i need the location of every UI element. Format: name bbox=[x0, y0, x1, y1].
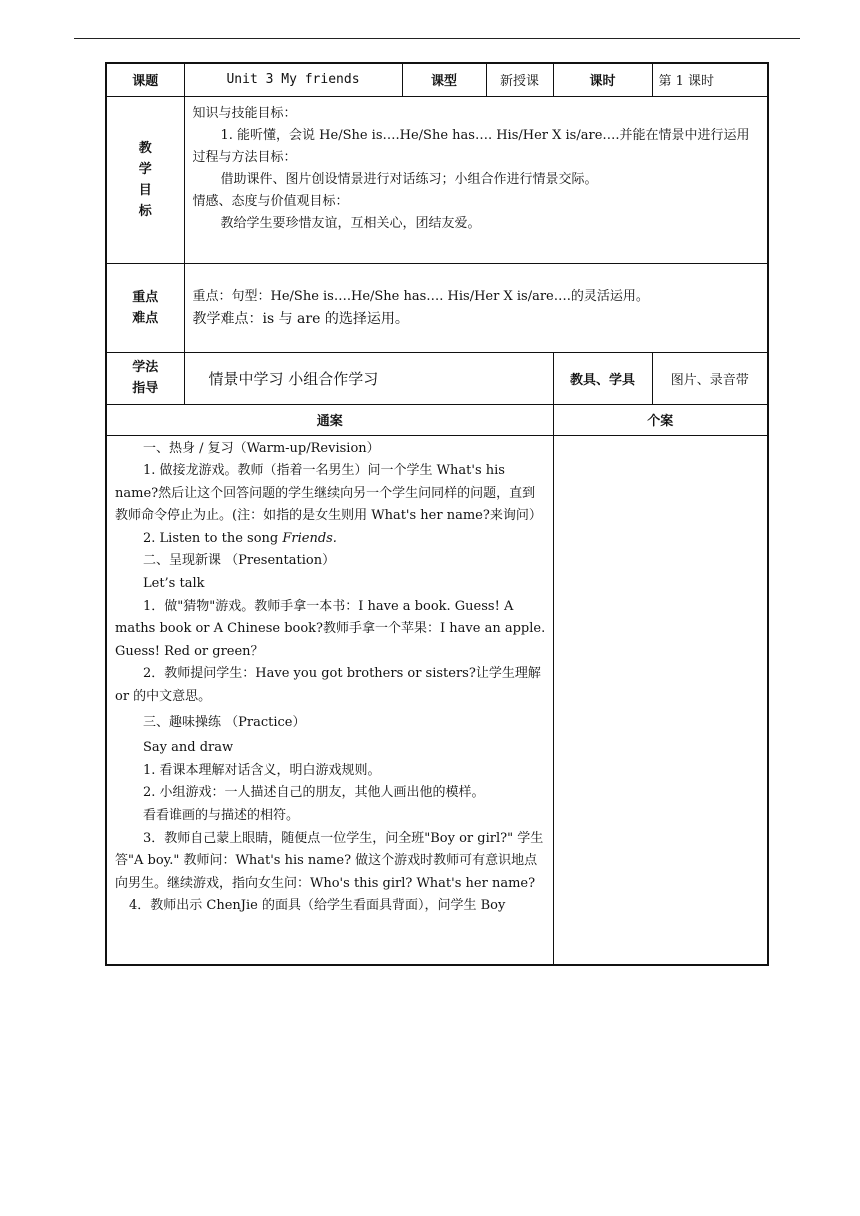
process-text: 借助课件、图片创设情景进行对话练习；小组合作进行情景交际。 bbox=[220, 171, 598, 187]
header-row bbox=[106, 63, 768, 96]
period-label: 课时 bbox=[553, 63, 652, 96]
type-label: 课型 bbox=[402, 63, 486, 96]
plan-body-row bbox=[106, 435, 768, 965]
plan-line: 2. 小组游戏：一人描述自己的朋友，其他人画出他的模样。 bbox=[143, 785, 485, 801]
keypoints-row bbox=[106, 263, 768, 352]
goals-content bbox=[184, 96, 768, 263]
emotion-text: 教给学生要珍惜友谊，互相关心，团结友爱。 bbox=[220, 215, 481, 231]
plan-line: 三、趣味操练 （Practice） bbox=[143, 714, 306, 730]
plan-line: 1. 看课本理解对话含义，明白游戏规则。 bbox=[143, 762, 381, 778]
goals-label: 教 学 目 标 bbox=[106, 96, 184, 263]
keypoints-label: 重点 难点 bbox=[106, 263, 184, 352]
plan-line: Say and draw bbox=[143, 740, 234, 756]
plan-line: 一、热身 / 复习（Warm-up/Revision） bbox=[143, 440, 380, 456]
header-rule bbox=[74, 38, 800, 39]
plan-line: 看看谁画的与描述的相符。 bbox=[143, 808, 300, 823]
plan-line: 2．教师提问学生：Have you got brothers or sisters?让学生理解 or 的中文意思。 bbox=[115, 666, 541, 705]
key-text: 重点：句型：He/She is….He/She has…. His/Her X is/are….的灵活运用。 bbox=[192, 288, 649, 304]
plan-line: 2. Listen to the song Friends. bbox=[143, 530, 337, 546]
emotion-title: 情感、态度与价值观目标： bbox=[192, 193, 349, 209]
tools-label: 教具、学具 bbox=[553, 352, 652, 404]
period-value: 第 1 课时 bbox=[652, 63, 768, 96]
song-title: Friends. bbox=[282, 530, 337, 546]
methods-label: 学法 指导 bbox=[106, 352, 184, 404]
common-plan-header: 通案 bbox=[106, 404, 553, 435]
individual-plan-content bbox=[553, 435, 768, 965]
tools-value: 图片、录音带 bbox=[652, 352, 768, 404]
knowledge-title: 知识与技能目标： bbox=[192, 105, 297, 121]
plan-header-row bbox=[106, 404, 768, 435]
plan-line: 4．教师出示 ChenJie 的面具（给学生看面具背面），问学生 Boy bbox=[129, 898, 506, 914]
plan-line: 二、呈现新课 （Presentation） bbox=[143, 553, 336, 569]
knowledge-text: 1. 能听懂，会说 He/She is….He/She has…. His/Her X is/are….并能在情景中进行运用 bbox=[220, 127, 750, 143]
plan-line: 3．教师自己蒙上眼睛，随便点一位学生，问全班"Boy or girl?" 学生答"A boy." 教师问：What's his name? 做这个游戏时教师可有意识地点向男生。继续游戏，指向女生问：Who's this girl? What's her name? bbox=[115, 830, 544, 891]
topic-label: 课题 bbox=[106, 63, 184, 96]
common-plan-content bbox=[106, 435, 553, 965]
goals-row bbox=[106, 96, 768, 263]
plan-line: 1. 做接龙游戏。教师（指着一名男生）问一个学生 What's his name?然后让这个回答问题的学生继续向另一个学生问同样的问题，直到教师命令停止为止。(注：如指的是女生则用 What's her name?来询问） bbox=[115, 463, 542, 524]
keypoints-content bbox=[184, 263, 768, 352]
process-title: 过程与方法目标： bbox=[192, 149, 297, 165]
plan-line: 1．做"猜物"游戏。教师手拿一本书：I have a book. Guess! A maths book or A Chinese book?教师手拿一个苹果：I have an apple. Guess! Red or green？ bbox=[115, 598, 546, 659]
lesson-plan-table bbox=[105, 62, 769, 966]
methods-value: 情景中学习 小组合作学习 bbox=[184, 352, 553, 404]
difficult-text: 教学难点：is 与 are 的选择运用。 bbox=[192, 310, 409, 327]
plan-line: Let’s talk bbox=[143, 576, 205, 592]
methods-row bbox=[106, 352, 768, 404]
individual-plan-header: 个案 bbox=[553, 404, 768, 435]
type-value: 新授课 bbox=[486, 63, 553, 96]
topic-value: Unit 3 My friends bbox=[184, 63, 402, 96]
